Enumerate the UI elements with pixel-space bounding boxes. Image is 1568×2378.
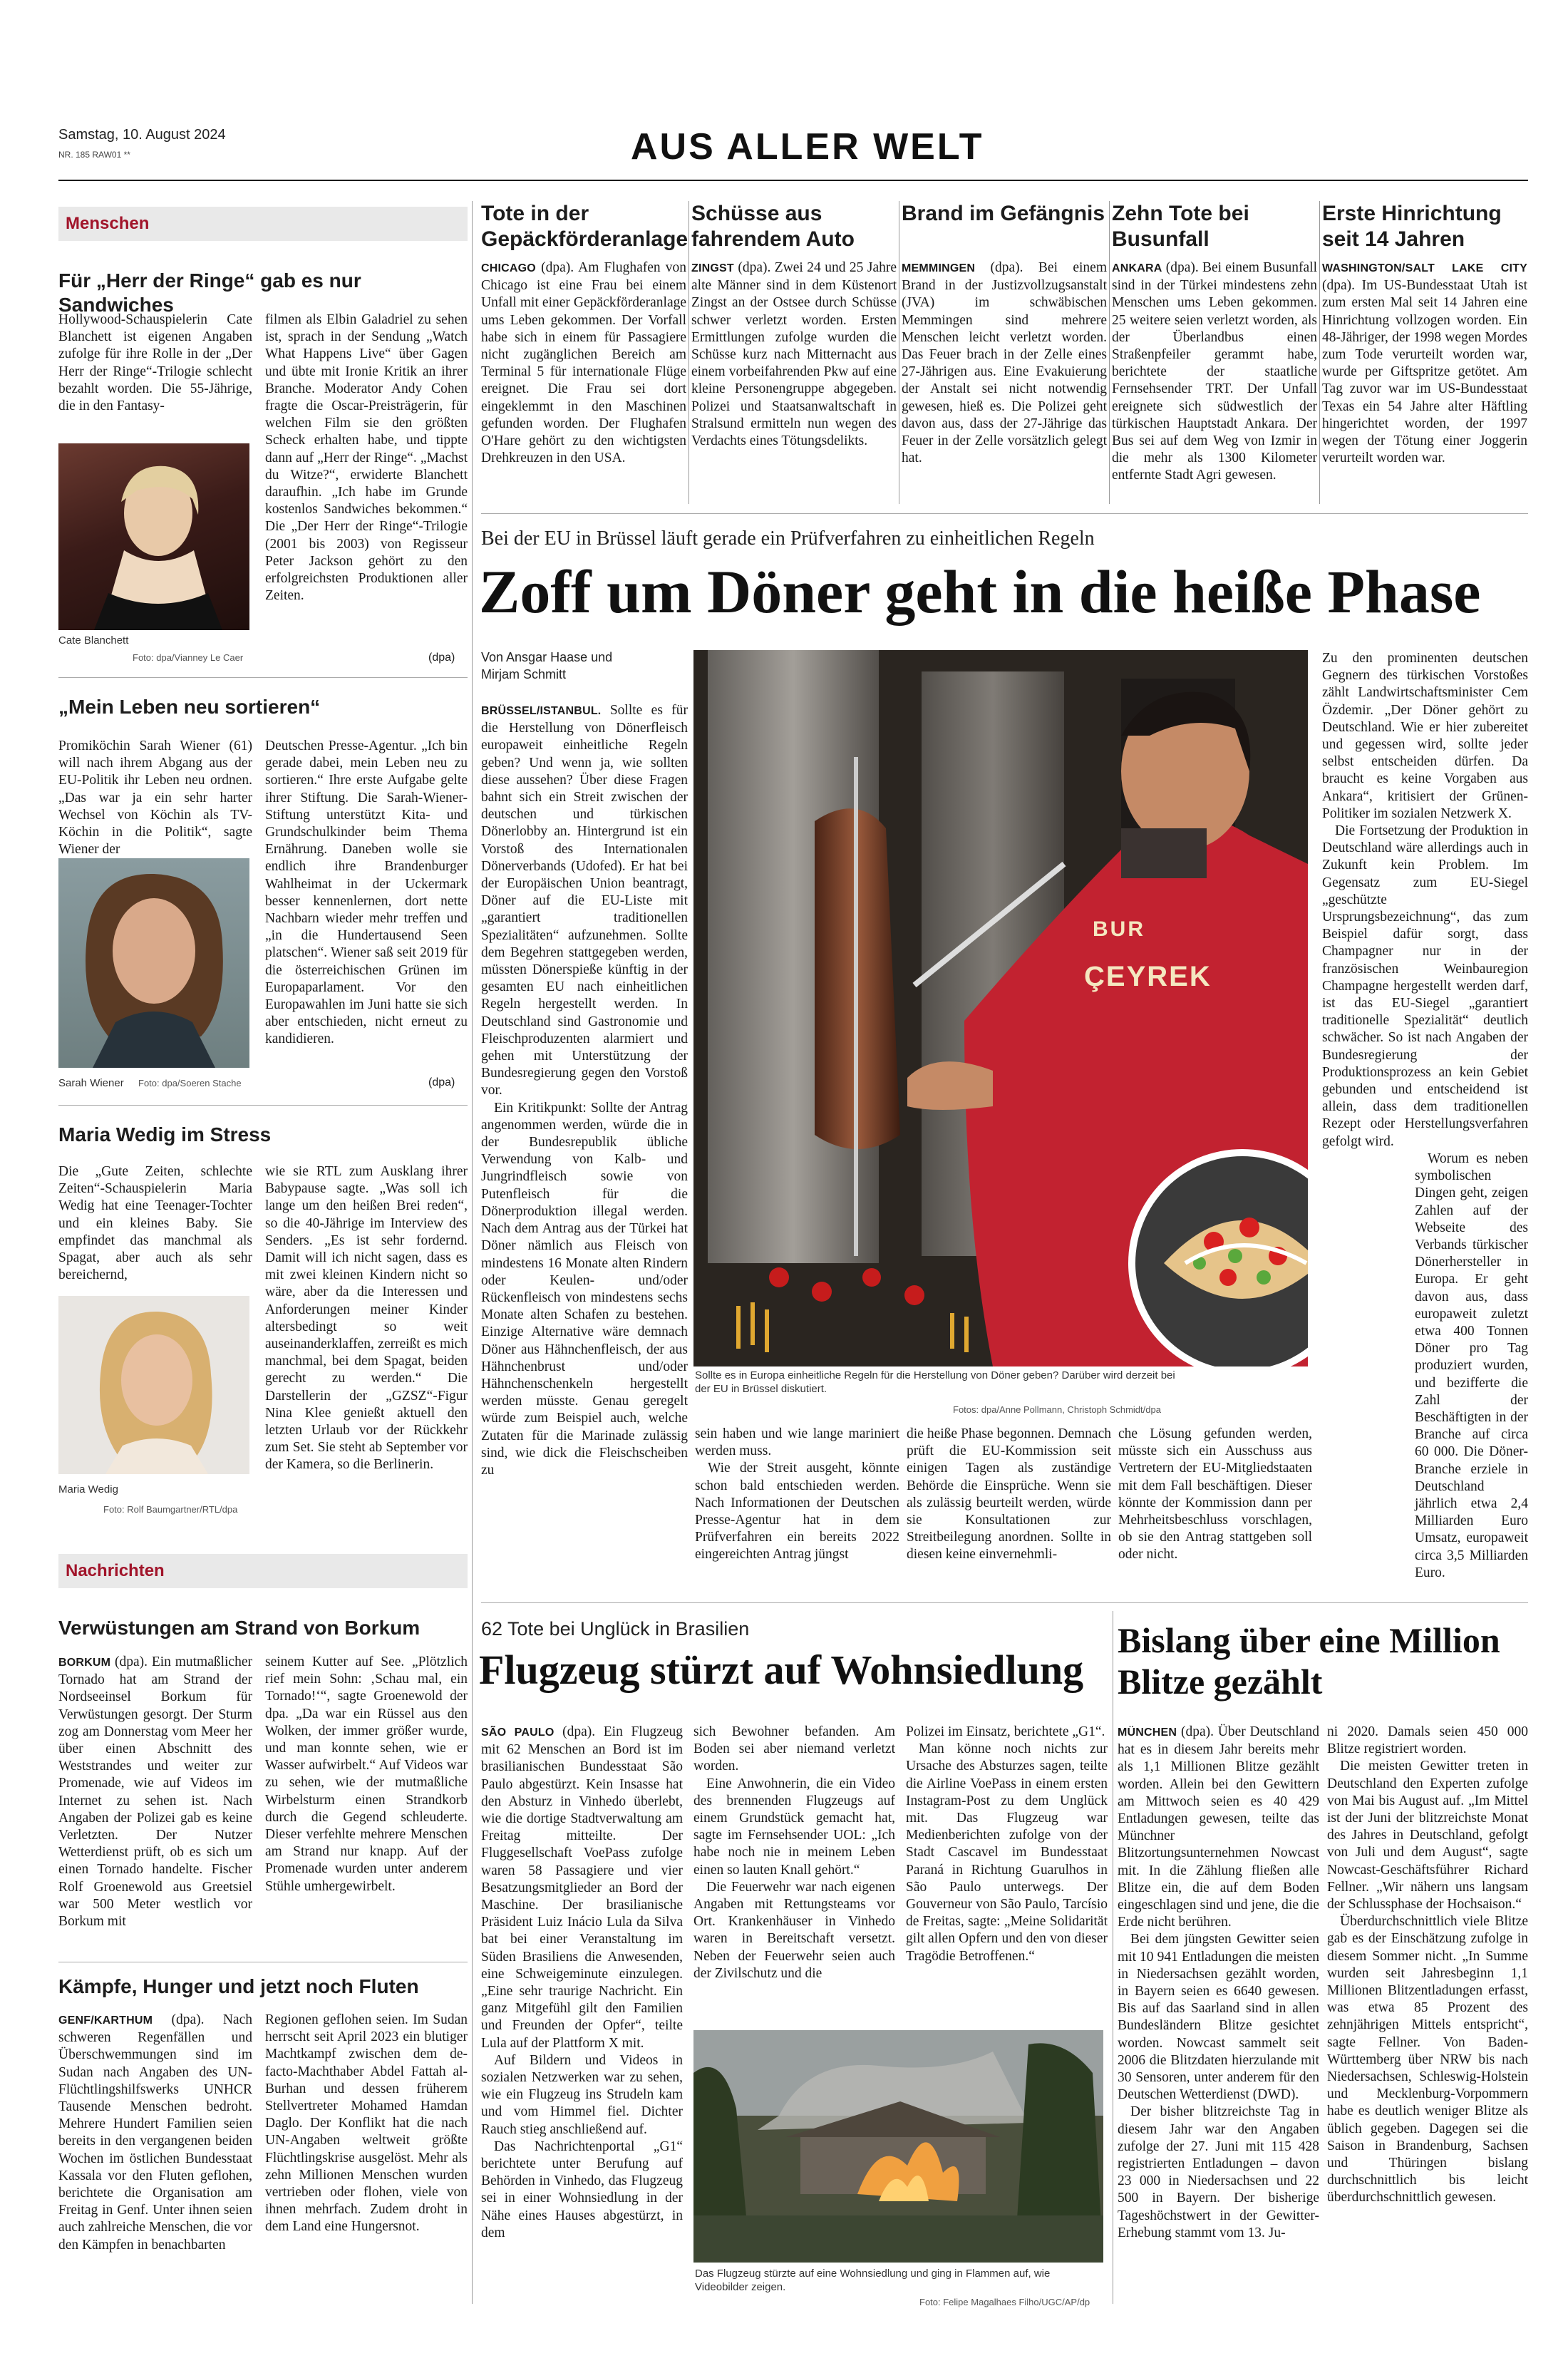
brief-headline: Erste Hinrichtung seit 14 Jahren <box>1322 202 1502 251</box>
photo-caption: Maria Wedig <box>58 1483 118 1496</box>
article-headline: Verwüstungen am Strand von Borkum <box>58 1617 421 1639</box>
brief-text <box>691 259 897 450</box>
brief-headline: Schüsse aus fahrendem Auto <box>691 202 855 251</box>
photo-credit: Foto: Felipe Magalhaes Filho/UGC/AP/dp <box>919 2297 1090 2307</box>
lead-column-2 <box>695 1426 899 1564</box>
article-text <box>691 259 897 450</box>
section-title: AUS ALLER WELT <box>631 126 984 168</box>
article-text: wie sie RTL zum Ausklang ihrer Babypause sagte. „Was soll ich lange um den heißen Brei reden“, so die 40-Jährige im Interview des Senders. „Es ist sehr fordernd. Damit will ich nicht sagen, dass es mit zwei kleinen Kindern nicht so wäre, aber da die Interessen und Anforderungen meiner Kinder altersbedingt so weit auseinanderklaffen, zerreißt es mich manchmal, bei dem Spagat, beiden gerecht zu werden.“ Die Darstellerin der „GZSZ“-Figur Nina Klee genießt aktuell den letzten Urlaub vor der Rückkehr zum Set. Sie steht ab September vor der Kamera, so die Berlinerin. <box>265 1164 468 1473</box>
dateline: MÜNCHEN <box>1118 1726 1177 1739</box>
portrait-illustration <box>58 858 249 1068</box>
article-text: Die Fortsetzung der Produktion in Deutschland wäre allerdings auch in Zukunft kein Problem. Im Gegensatz zum EU-Siegel „geschützte Ursprungsbezeichnung“, das zum Beispiel dafür sorgt, dass Champagner nur in der französischen Weinbauregion Champagne hergestellt werden darf, ist das EU-Siegel „garantiert traditionelle Spezialität“ deutlich schwächer. So ist nach Angaben der Bundesregierung der Produktionsprozess an kein Gebiet gebunden und entscheidend ist allein, dass dem traditionellen Rezept oder Herstellungsverfahren gefolgt wird. <box>1322 823 1528 1149</box>
article-text: Die Feuerwehr war nach eigenen Angaben mit Rettungsteams vor Ort. Krankenhäuser in Vinhedo waren in Bereitschaft versetzt. Neben der Feuerwehr seien auch der Zivilschutz und die <box>693 1879 895 1981</box>
article-text: Ein Kritikpunkt: Sollte der Antrag angenommen werden, würde die in der Bundesrepublik übliche Verwendung von Kalb- und Jungrindfleisch sowie von Putenfleisch für die Dönerproduktion illegal werden. Nach dem Antrag aus der Türkei hat Döner nämlich aus Fleisch von mindestens 16 Monate alten Rindern oder Keulen- und/oder Rückenfleisch von mindestens sechs Monate alten Schafen zu bestehen. Einzige Alternative wäre demnach Döner aus Hähnchenfleisch, der aus Hähnchenbrust und/oder Hähnchenschenkeln hergestellt werden müsste. Genau geregelt würde zum Beispiel auch, welche Zutaten für die Marinade zulässig sind, wie dick die Fleischscheiben zu <box>481 1100 688 1478</box>
portrait-illustration <box>58 1296 249 1474</box>
article-text: Der bisher blitzreichste Tag in diesem Jahr war den Angaben zufolge der 27. Juni mit 115 428 registrierten Entladungen – davon 23 000 in Niedersachsen und 22 500 in Bayern. Der bisherige Tageshöchstwert in der Gewitter-Erhebung stammt vom 13. Ju- <box>1118 2104 1319 2240</box>
article-text <box>902 259 1107 467</box>
photo-caption: Cate Blanchett <box>58 634 129 647</box>
article-body: Sollte es für die Herstellung von Dönerfleisch europaweit einheitliche Regeln geben? Und wenn ja, wie sollten diese aussehen? Über diese Fragen bahnt sich ein Streit zwischen der deutschen und türkischen Dönerlobby an. Hintergrund ist ein Vorstoß des Internationalen Dönerverbands (Udofed). Er hat bei der Europäischen Union beantragt, Döner auf die EU-Liste mit „garantiert traditionellen Spezialitäten“ aufzunehmen. Sollte dem Begehren stattgegeben werden, müssten Dönerspieße künftig in der gesamten EU nach einheitlichen Regeln hergestellt werden. In Deutschland sind Gastronomie und Fleischproduzenten alarmiert und gehen mit Unterstützung der Bundesregierung gegen den Vorstoß vor. <box>481 703 688 1098</box>
lead-byline: Von Ansgar Haase und Mirjam Schmitt <box>481 650 613 681</box>
portrait-photo <box>58 858 249 1068</box>
article-text <box>1118 1724 1319 1931</box>
dateline: WASHINGTON/SALT LAKE CITY <box>1322 262 1527 274</box>
lead-headline: Zoff um Döner geht in die heiße Phase <box>479 557 1481 626</box>
column-divider <box>1109 201 1110 504</box>
article-text <box>1112 259 1317 485</box>
masthead-rule <box>58 180 1528 181</box>
article-body: (dpa). Ein mutmaßlicher Tornado hat am Strand der Nordseeinsel Borkum für Verwüstungen gesorgt. Der Sturm zog am Donnerstag vom Meer her über einen Abschnitt des Weststrandes und weiter zur Promenade, wie auf Videos im Internet zu sehen ist. Nach Angaben der Polizei gab es keine Verletzten. Der Nutzer Wetterdienst prüft, ob es sich um einen Tornado handelte. Fischer Rolf Groenewold aus Greetsiel war 500 Meter westlich vor Borkum mit <box>58 1654 252 1930</box>
photo-credit: Fotos: dpa/Anne Pollmann, Christoph Schmidt/dpa <box>953 1404 1161 1415</box>
article-column <box>265 2012 468 2236</box>
article-text: Wie der Streit ausgeht, könnte schon bald entschieden werden. Nach Informationen der Deutschen Presse-Agentur hat in dem Prüfverfahren ein bereits 2022 eingereichten Antrag jüngst <box>695 1461 899 1563</box>
dateline: SÃO PAULO <box>481 1726 555 1739</box>
lightning-headline: Bislang über eine Million Blitze gezählt <box>1118 1620 1500 1702</box>
article-text <box>481 702 688 1100</box>
article-text: sich Bewohner befanden. Am Boden sei aber niemand verletzt worden. <box>693 1724 895 1774</box>
article-body: (dpa). Ein Flugzeug mit 62 Menschen an Bord ist im brasilianischen Bundesstaat São Paulo abgestürzt. Kein Insasse hat den Absturz in Vinhedo überlebt, wie die dortige Stadtverwaltung am Freitag mitteilte. Der Fluggesellschaft VoePass zufolge waren 58 Passagiere und vier Besatzungsmitglieder an Bord der Maschine. Der brasilianische Präsident Luiz Inácio Lula da Silva bat bei einer Veranstaltung im Süden Brasiliens die Anwesenden, eine Schweigeminute einzulegen. „Eine sehr traurige Nachricht. Ein ganz Mitgefühl gilt den Familien und Freunden der Opfer“, teilte Lula auf der Plattform X mit. <box>481 1724 684 2051</box>
plane-kicker: 62 Tote bei Unglück in Brasilien <box>481 1618 750 1640</box>
dateline: BRÜSSEL/ISTANBUL. <box>481 705 602 717</box>
section-label-nachrichten: Nachrichten <box>58 1554 468 1588</box>
divider <box>481 513 1528 514</box>
article-column <box>265 1654 468 1895</box>
article-text: Promiköchin Sarah Wiener (61) will nach ihrem Abgang aus der EU-Politik ihr Leben neu ordnen. „Das war ja ein sehr harter Wechsel von Köchin als TV-Köchin in die Politik“, sagte Wiener der <box>58 738 252 858</box>
article-body: (dpa). Bei einem Brand in der Justizvollzugsanstalt (JVA) im schwäbischen Memmingen sind mehrere Menschen leicht verletzt worden. Das Feuer brach in der Zelle eines 27-Jährigen aus. Eine Evakuierung der Anstalt sei nicht notwendig gewesen, hieß es. Die Polizei geht davon aus, dass der 27-Jährige das Feuer in der Zelle vorsätzlich gelegt hat. <box>902 260 1107 466</box>
article-column <box>265 312 468 604</box>
article-text: Hollywood-Schauspielerin Cate Blanchett ist eigenen Angaben zufolge für ihre Rolle in der „Der Herr der Ringe“-Trilogie schlecht bezahlt worden. Die 55-Jährige, die in den Fantasy- <box>58 312 252 414</box>
article-text: Die meisten Gewitter treten in Deutschland den Experten zufolge von Mai bis August auf. „Im Mittel ist der Juni der blitzreichste Monat des Jahres in Deutschland, gefolgt von Juli und dem August“, sagte Nowcast-Geschäftsführer Richard Fellner. „Wir nähern uns langsam der Schlussphase der Hochsaison.“ <box>1327 1759 1528 1913</box>
article-text <box>58 2012 252 2254</box>
article-body: (dpa). Am Flughafen von Chicago ist eine Frau bei einem Unfall mit einer Gepäckförderanlage ums Leben gekommen. Der Vorfall habe sich in einem für Passagiere nicht zugänglichen Bereich am Terminal 5 für internationale Flüge ereignet. Die Frau sei dort eingeklemmt in den Maschinen gefunden worden. Der Flughafen O'Hare gehört zu den wichtigsten Drehkreuzen in den USA. <box>481 260 687 466</box>
article-column <box>58 738 252 858</box>
article-body: (dpa). Bei einem Busunfall sind in der Türkei mindestens zehn Menschen ums Leben gekommen. 25 weitere seien verletzt worden, als der Überlandbus einen Straßenpfeiler gerammt habe, berichtete der staatliche Fernsehsender TRT. Der Unfall ereignete sich südwestlich der türkischen Hauptstadt Ankara. Der Bus sei auf dem Weg von Izmir in die mehr als 1300 Kilometer entfernte Stadt Agri gewesen. <box>1112 260 1318 483</box>
portrait-photo <box>58 443 249 630</box>
brief-text <box>481 259 686 467</box>
article-text: Zu den prominenten deutschen Gegnern des türkischen Vorstoßes zählt Landwirtschaftsminister Cem Özdemir. „Der Döner gehört zu Deutschland. Wie er hier zubereitet und gegessen wird, sollte jeder selbst entscheiden dürfen. Da braucht es keine Vorgaben aus Ankara“, kritisiert der Grünen-Politiker im sozialen Netzwerk X. <box>1322 651 1528 821</box>
column-divider <box>472 201 473 2304</box>
article-text <box>1322 259 1527 467</box>
photo-credit: Foto: dpa/Soeren Stache <box>138 1078 242 1088</box>
article-text: Worum es neben symbolischen Dingen geht, zeigen Zahlen auf der Webseite des Verbands türkischer Dönerhersteller in Europa. Er geht davon aus, dass europaweit zuletzt etwa 400 Tonnen Döner pro Tag produziert wurden, und bezifferte die Zahl der Beschäftigten in der Branche auf circa 60 000. Die Döner-Branche erziele in Deutschland jährlich etwa 2,4 Milliarden Euro Umsatz, europaweit circa 3,5 Milliarden Euro. <box>1415 1151 1528 1580</box>
lead-column-3 <box>907 1426 1111 1564</box>
article-headline: „Mein Leben neu sortieren“ <box>58 696 321 718</box>
article-text: Überdurchschnittlich viele Blitze gab es der Einschätzung zufolge in diesem Sommer nicht. „In Summe wurden seit Jahresbeginn 1,1 Millionen Blitzentladungen erfasst, was etwa 85 Prozent des zehnjährigen Mittels entspricht“, sagte Fellner. Von Baden-Württemberg über NRW bis nach Niedersachsen, Schleswig-Holstein und Mecklenburg-Vorpommern habe es deutlich weniger Blitze als üblich gegeben. Dagegen sei die Saison in Brandenburg, Sachsen und Thüringen bislang durchschnittlich bis leicht überdurchschnittlich gewesen. <box>1327 1914 1528 2205</box>
article-text: filmen als Elbin Galadriel zu sehen ist, sprach in der Sendung „Watch What Happens Live“ über Gagen und übte mit Ironie Kritik an ihrer Branche. Moderator Andy Cohen fragte die Oscar-Preisträgerin, für welchen Film sie den größten Scheck erhalten habe, und tippte dann auf „Herr der Ringe“. „Machst du Witze?“, erwiderte Blanchett daraufhin. „Ich habe im Grunde kostenlos Sandwiches bekommen.“ Die „Der Herr der Ringe“-Trilogie (2001 bis 2003) von Regisseur Peter Jackson gehört zu den erfolgreichsten Produktionen aller Zeiten. <box>265 312 468 604</box>
brief-text <box>1322 259 1527 467</box>
lead-column-5 <box>1322 650 1528 1582</box>
article-column <box>58 2012 252 2254</box>
brief-headline: Tote in der Gepäckförderanlage <box>481 202 688 251</box>
brief-text <box>1112 259 1317 485</box>
article-text: sein haben und wie lange mariniert werden muss. <box>695 1426 899 1459</box>
dateline: MEMMINGEN <box>902 262 976 274</box>
divider <box>481 1602 1528 1603</box>
divider <box>58 677 468 678</box>
brief-text <box>902 259 1107 467</box>
article-column <box>58 1654 252 1930</box>
dateline: BORKUM <box>58 1657 111 1669</box>
article-text: che Lösung gefunden werden, müsste sich ein Ausschuss aus Vertretern der EU-Mitgliedstaaten mit dem Fall beschäftigen. Dieser könnte der Kommission dann per Mehrheitsbeschluss vorschlagen, ob sie den Antrag stattgeben soll oder nicht. <box>1118 1426 1312 1563</box>
article-text: Das Nachrichtenportal „G1“ berichtete unter Berufung auf Behörden in Vinhedo, das Flugzeug sei in einer Wohnsiedlung in der Nähe eines Hauses abgestürzt, in dem <box>481 2138 683 2240</box>
crash-photo <box>693 2030 1103 2263</box>
article-text <box>481 1724 683 2052</box>
article-text <box>58 1654 252 1930</box>
dateline: GENF/KARTHUM <box>58 2014 153 2027</box>
article-text: Deutschen Presse-Agentur. „Ich bin gerade dabei, mein Leben neu zu sortieren.“ Ihre erste Aufgabe gelte ihrer Stiftung. Die Sarah-Wiener-Stiftung unterstützt Kita- und Grundschulkinder beim Thema Ernährung. Daneben wolle sie endlich ihre Brandenburger Wahlheimat in der Uckermark besser kennenlernen, dort nette Nachbarn wieder mehr treffen und „in die Hundertausend Seen platschen“. Wiener saß seit 2019 für die österreichischen Grünen im Europaparlament. Vor den Europawahlen im Juni hatte sie sich aber entschieden, nicht erneut zu kandidieren. <box>265 738 468 1047</box>
photo-caption: Sollte es in Europa einheitliche Regeln für die Herstellung von Döner geben? Darüber wird derzeit bei der EU in Brüssel diskutiert. <box>695 1369 1175 1395</box>
lead-column-4 <box>1118 1426 1312 1564</box>
article-column <box>58 312 252 415</box>
article-body: (dpa). Im US-Bundesstaat Utah ist zum ersten Mal seit 14 Jahren eine Hinrichtung vollzogen worden. Ein 48-Jähriger, der 1998 wegen Mordes zum Tode verurteilt worden war, wurde per Giftspritze getötet. Am Tag zuvor war im US-Bundesstaat Texas ein 54 Jahre alter Häftling hingerichtet worden, der 1997 wegen der Tötung einer Joggerin verurteilt worden war. <box>1322 278 1527 466</box>
article-text: Polizei im Einsatz, berichtete „G1“. <box>906 1724 1105 1739</box>
divider <box>58 1105 468 1106</box>
lead-kicker: Bei der EU in Brüssel läuft gerade ein Prüfverfahren zu einheitlichen Regeln <box>481 527 1095 550</box>
sign-text: BUR <box>1093 917 1145 941</box>
article-headline: Für „Herr der Ringe“ gab es nur Sandwiches <box>58 269 361 316</box>
article-column <box>265 738 468 1049</box>
dateline: ZINGST <box>691 262 734 274</box>
brief-headline: Brand im Gefängnis <box>902 202 1105 225</box>
source-tag: (dpa) <box>428 652 455 664</box>
article-headline: Maria Wedig im Stress <box>58 1123 272 1146</box>
issue-date: Samstag, 10. August 2024 <box>58 127 226 143</box>
section-label-menschen: Menschen <box>58 207 468 241</box>
portrait-illustration <box>58 443 249 630</box>
column-divider <box>1319 201 1320 504</box>
plane-column-1 <box>481 1724 683 2242</box>
plane-column-2 <box>693 1724 895 1982</box>
photo-caption: Sarah Wiener <box>58 1077 124 1089</box>
dateline: ANKARA <box>1112 262 1162 274</box>
source-tag: (dpa) <box>428 1076 455 1088</box>
doner-photo <box>693 650 1308 1366</box>
article-body: (dpa). Zwei 24 und 25 Jahre alte Männer sind in dem Küstenort Zingst an der Ostsee durch Schüsse schwer verletzt worden. Ersten Ermittlungen zufolge wurden die Schüsse kurz nach Mitternacht aus einem vorbeifahrenden Pkw auf eine kleine Personengruppe abgegeben. Polizei und Staatsanwaltschaft in Stralsund ermitteln nun wegen des Verdachts eines Tötungsdelikts. <box>691 260 897 449</box>
article-text: Eine Anwohnerin, die ein Video des brennenden Flugzeugs auf einem Grundstück gemacht hat, sagte im Fernsehsender UOL: „Ich habe noch nie in meinem Leben einen so lauten Knall gehört.“ <box>693 1776 895 1878</box>
photo-caption: Das Flugzeug stürzte auf eine Wohnsiedlung und ging in Flammen auf, wie Videobilder zeigen. <box>695 2268 1051 2293</box>
doner-illustration <box>693 650 1308 1366</box>
column-divider <box>688 201 689 504</box>
photo-credit: Foto: Rolf Baumgartner/RTL/dpa <box>103 1504 238 1515</box>
sign-text: ÇEYREK <box>1084 961 1212 992</box>
article-text: Bei dem jüngsten Gewitter seien mit 10 941 Entladungen die meisten in Niedersachsen gezählt worden, in Bayern seien es 6640 gewesen. Bis auf das Saarland sind in allen Bundesländern Blitze gesichtet worden. Nowcast sammelt seit 2006 die Blitzdaten hierzulande mit 30 Sensoren, unter anderem für den Deutschen Wetterdienst (DWD). <box>1118 1932 1319 2103</box>
article-column <box>58 1163 252 1284</box>
plane-headline: Flugzeug stürzt auf Wohnsiedlung <box>479 1647 1084 1693</box>
lightning-column-2 <box>1327 1724 1528 2207</box>
article-text: Die „Gute Zeiten, schlechte Zeiten“-Schauspielerin Maria Wedig hat eine Teenager-Tochter und ein kleines Baby. Sie empfindet das manchmal als Spagat, aber auch als sehr bereichernd, <box>58 1164 252 1283</box>
portrait-photo <box>58 1296 249 1474</box>
crash-illustration <box>693 2030 1103 2263</box>
article-body: (dpa). Nach schweren Regenfällen und Überschwemmungen sind im Sudan nach Angaben des UN-Flüchtlingshilfswerks UNHCR Tausende Menschen bedroht. Mehrere Hundert Familien seien bereits in den vergangenen beiden Wochen im östlichen Bundesstaat Kassala vor den Fluten geflohen, berichtete die Organisation am Freitag in Genf. Unter ihnen seien auch zahlreiche Menschen, die vor den Kämpfen in benachbarten <box>58 2012 252 2253</box>
article-text: Regionen geflohen seien. Im Sudan herrscht seit April 2023 ein blutiger Machtkampf zwischen dem de-facto-Machthaber Abdel Fattah al-Burhan und dessen früherem Stellvertreter Mohamed Hamdan Daglo. Der Konflikt hat die nach UN-Angaben weltweit größte Flüchtlingskrise ausgelöst. Mehr als zehn Millionen Menschen wurden vertrieben oder flohen, viele von ihnen mehrfach. Zudem droht in dem Land eine Hungersnot. <box>265 2012 468 2235</box>
brief-headline: Zehn Tote bei Busunfall <box>1112 202 1249 251</box>
lightning-column-1 <box>1118 1724 1319 2242</box>
article-column <box>265 1163 468 1474</box>
article-headline: Kämpfe, Hunger und jetzt noch Fluten <box>58 1975 419 1997</box>
article-text: die heiße Phase begonnen. Demnach prüft die EU-Kommission seit einigen Tagen als zuständige Behörde die Einsprüche. Wenn sie als zulässig beurteilt werden, würde sie Konsultationen zur Streitbeilegung anordnen. Sollte in diesen keine einvernehmli- <box>907 1426 1111 1563</box>
article-text <box>481 259 686 467</box>
plane-column-3 <box>906 1724 1108 1965</box>
photo-credit: Foto: dpa/Vianney Le Caer <box>133 652 244 663</box>
article-text: ni 2020. Damals seien 450 000 Blitze registriert worden. <box>1327 1724 1528 1757</box>
edition-code: NR. 185 RAW01 ** <box>58 150 130 160</box>
article-body: (dpa). Über Deutschland hat es in diesem Jahr bereits mehr als 1,1 Millionen Blitze gezählt worden. Allein bei den Gewittern am Mittwoch seien es 40 429 Entladungen gewesen, teilte das Münchner Blitzortungsunternehmen Nowcast mit. In die Zählung fließen alle Blitze ein, die auf dem Boden eingeschlagen sind und jene, die die Erde nicht berühren. <box>1118 1724 1319 1930</box>
lead-column-1 <box>481 702 688 1479</box>
article-text: seinem Kutter auf See. „Plötzlich rief mein Sohn: ‚Schau mal, ein Tornado!‘“, sagte Groenewold der dpa. „Da war ein Rüssel aus den Wolken, der immer größer wurde, und man konnte sehen, wie er Wasser aufwirbelt.“ Auf Videos war zu sehen, wie der mutmaßliche Wirbelsturm einen Strandkorb durch die Gegend schleuderte. Dieser verfehlte mehrere Menschen am Strand nur knapp. Auf der Promenade wurden unter anderem Stühle umhergewirbelt. <box>265 1654 468 1894</box>
article-text: Man könne noch nichts zur Ursache des Absturzes sagen, teilte die Airline VoePass in einem ersten Instagram-Post zu dem Unglück mit. Das Flugzeug war Medienberichten zufolge von der Stadt Cascavel im Bundesstaat Paraná in Richtung Guarulhos in São Paulo unterwegs. Der Gouverneur von São Paulo, Tarcísio de Freitas, sagte: „Meine Solidarität gilt allen Opfern und den von dieser Tragödie Betroffenen.“ <box>906 1741 1108 1964</box>
article-text: Auf Bildern und Videos in sozialen Netzwerken war zu sehen, wie ein Flugzeug ins Strudeln kam und vom Himmel fiel. Dichter Rauch stieg anschließend auf. <box>481 2052 683 2137</box>
dateline: CHICAGO <box>481 262 536 274</box>
